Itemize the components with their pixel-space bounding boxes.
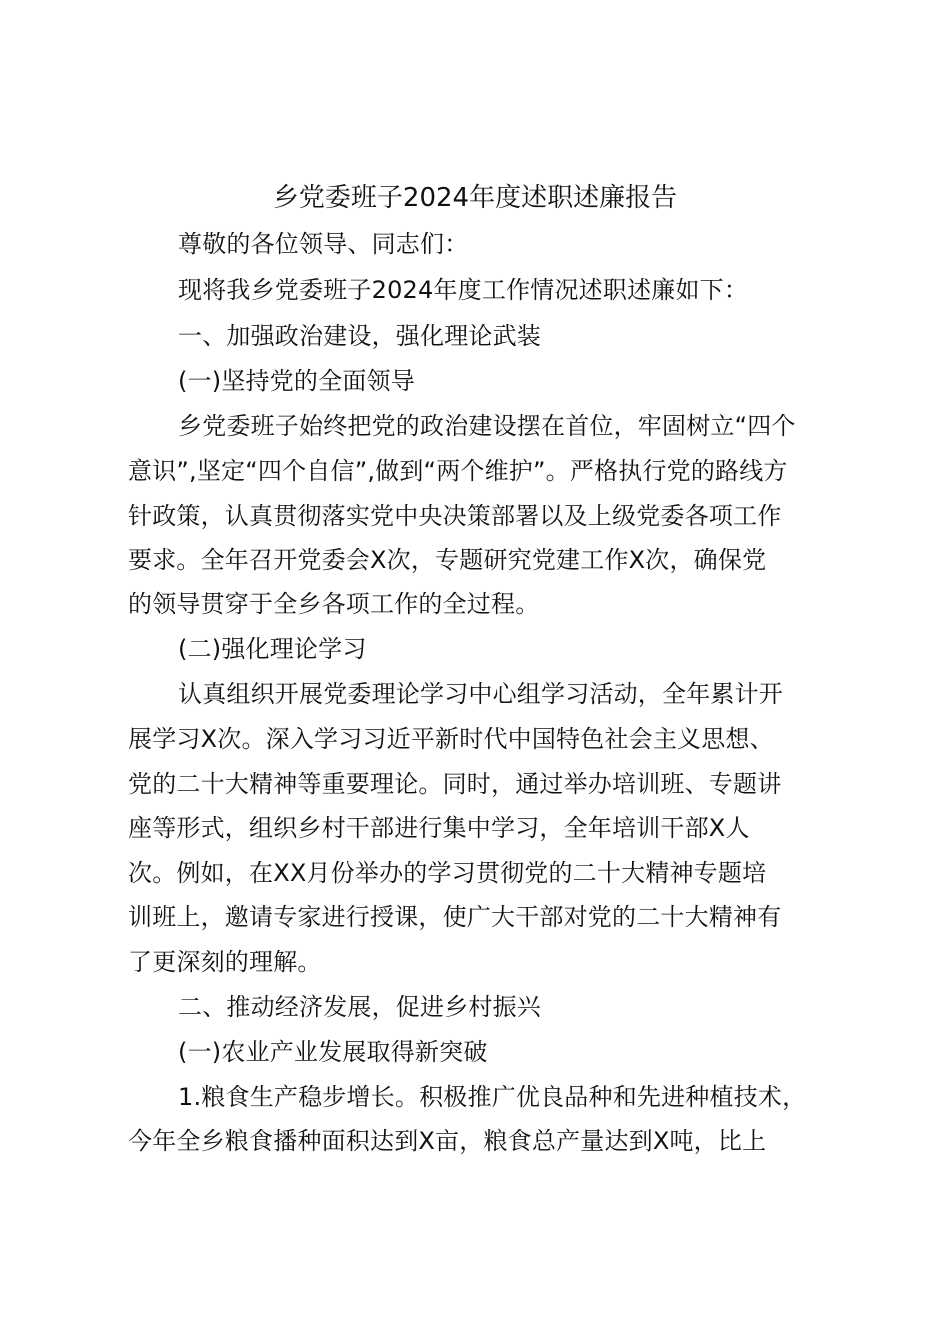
section-heading: 一、加强政治建设，强化理论武装 xyxy=(178,322,541,350)
paragraph-line: 展学习X次。深入学习习近平新时代中国特色社会主义思想、 xyxy=(128,725,774,753)
paragraph-line: 意识”,坚定“四个自信”,做到“两个维护”。严格执行党的路线方 xyxy=(128,457,788,485)
section-heading: 二、推动经济发展，促进乡村振兴 xyxy=(178,993,541,1021)
paragraph-line: 1.粮食生产稳步增长。积极推广优良品种和先进种植技术， xyxy=(178,1083,807,1111)
paragraph-line: 训班上，邀请专家进行授课，使广大干部对党的二十大精神有 xyxy=(128,903,782,931)
document-title: 乡党委班子2024年度述职述廉报告 xyxy=(272,183,678,213)
paragraph-line: 座等形式，组织乡村干部进行集中学习，全年培训干部X人 xyxy=(128,814,750,842)
paragraph-line: 次。例如，在XX月份举办的学习贯彻党的二十大精神专题培 xyxy=(128,859,767,887)
paragraph-line: 乡党委班子始终把党的政治建设摆在首位，牢固树立“四个 xyxy=(178,412,796,440)
salutation-line: 尊敬的各位领导、同志们： xyxy=(178,230,469,258)
paragraph-line: 针政策，认真贯彻落实党中央决策部署以及上级党委各项工作 xyxy=(128,502,782,530)
paragraph-line: 的领导贯穿于全乡各项工作的全过程。 xyxy=(128,590,540,618)
paragraph-line: 了更深刻的理解。 xyxy=(128,948,322,976)
intro-line: 现将我乡党委班子2024年度工作情况述职述廉如下： xyxy=(178,276,749,304)
paragraph-line: 要求。全年召开党委会X次，专题研究党建工作X次，确保党 xyxy=(128,546,767,574)
subsection-heading: (一)坚持党的全面领导 xyxy=(178,367,415,395)
subsection-heading: (二)强化理论学习 xyxy=(178,635,367,663)
paragraph-line: 认真组织开展党委理论学习中心组学习活动，全年累计开 xyxy=(178,680,783,708)
paragraph-line: 党的二十大精神等重要理论。同时，通过举办培训班、专题讲 xyxy=(128,770,782,798)
subsection-heading: (一)农业产业发展取得新突破 xyxy=(178,1038,488,1066)
paragraph-line: 今年全乡粮食播种面积达到X亩，粮食总产量达到X吨，比上 xyxy=(128,1127,767,1155)
